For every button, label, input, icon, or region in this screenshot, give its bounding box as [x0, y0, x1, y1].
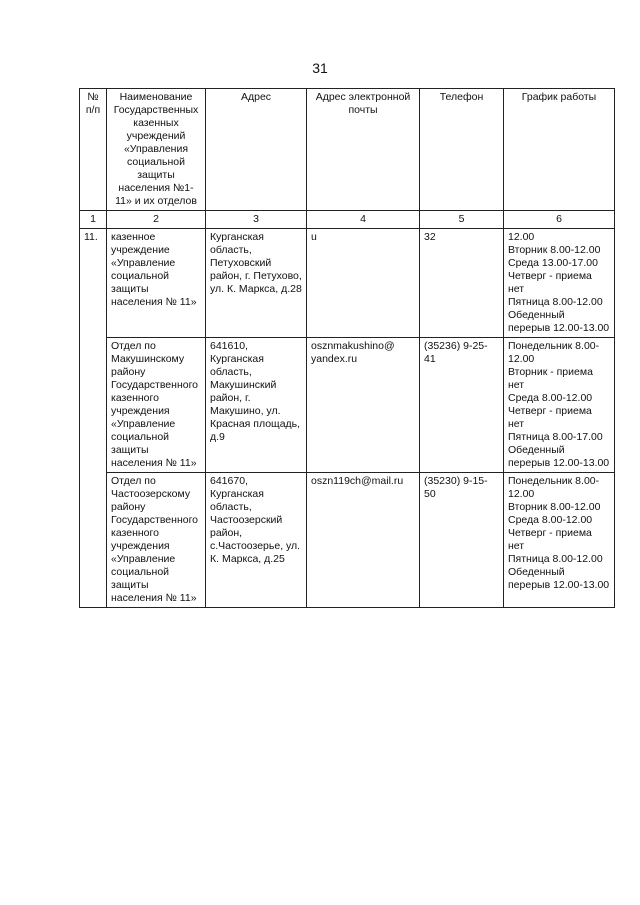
schedule-line: Понедельник 8.00-: [508, 340, 600, 352]
institution-phone: (35230) 9-15-50: [420, 473, 504, 608]
schedule-line: Вторник 8.00-12.00: [508, 501, 601, 513]
schedule-line: 12.00: [508, 488, 535, 500]
table-row: [80, 338, 615, 473]
column-number: 5: [420, 211, 504, 229]
institution-email: osznmakushino@ yandex.ru: [307, 338, 420, 473]
institution-name: казенное учреждение «Управление социальной защиты населения № 11»: [107, 229, 206, 338]
institution-phone: 32: [420, 229, 504, 338]
schedule-line: нет: [508, 379, 525, 391]
schedule-line: 12.00: [508, 231, 535, 243]
schedule-line: Вторник 8.00-12.00: [508, 244, 601, 256]
table-header-row: [80, 89, 615, 211]
column-number: 4: [307, 211, 420, 229]
header-phone: Телефон: [420, 89, 504, 211]
institutions-table: [79, 88, 615, 608]
institution-email: oszn119ch@mail.ru: [307, 473, 420, 608]
header-number: № п/п: [80, 89, 107, 211]
work-schedule: [504, 229, 615, 338]
schedule-line: Обеденный: [508, 444, 565, 456]
schedule-line: Четверг - приема: [508, 270, 592, 282]
column-number: 1: [80, 211, 107, 229]
institution-address: 641670, Курганская область, Частоозерский район, с.Частоозерье, ул. К. Маркса, д.25: [206, 473, 307, 608]
page-number: 31: [312, 60, 328, 76]
schedule-line: Среда 13.00-17.00: [508, 257, 598, 269]
schedule-line: нет: [508, 418, 525, 430]
schedule-line: Обеденный: [508, 309, 565, 321]
schedule-line: Среда 8.00-12.00: [508, 514, 593, 526]
schedule-line: Четверг - приема: [508, 405, 592, 417]
schedule-line: 12.00: [508, 353, 535, 365]
schedule-line: Четверг - приема: [508, 527, 592, 539]
schedule-line: Понедельник 8.00-: [508, 475, 600, 487]
table-row: [80, 473, 615, 608]
table-row: [80, 229, 615, 338]
schedule-line: нет: [508, 283, 525, 295]
institution-phone: (35236) 9-25-41: [420, 338, 504, 473]
column-numbers-row: [80, 211, 615, 229]
schedule-line: Пятница 8.00-12.00: [508, 553, 603, 565]
institution-name: Отдел по Макушинскому району Государственного казенного учреждения «Управление социальной защиты населения № 11»: [107, 338, 206, 473]
schedule-line: Пятница 8.00-12.00: [508, 296, 603, 308]
schedule-line: нет: [508, 540, 525, 552]
institution-name: Отдел по Частоозерскому району Государственного казенного учреждения «Управление социальной защиты населения № 11»: [107, 473, 206, 608]
schedule-line: Вторник - приема: [508, 366, 593, 378]
column-number: 2: [107, 211, 206, 229]
schedule-line: перерыв 12.00-13.00: [508, 457, 610, 469]
header-schedule: График работы: [504, 89, 615, 211]
institution-address: Курганская область, Петуховский район, г. Петухово, ул. К. Маркса, д.28: [206, 229, 307, 338]
schedule-line: Пятница 8.00-17.00: [508, 431, 603, 443]
schedule-line: перерыв 12.00-13.00: [508, 579, 610, 591]
schedule-line: Обеденный: [508, 566, 565, 578]
header-email: Адрес электронной почты: [307, 89, 420, 211]
row-number: 11.: [80, 229, 107, 608]
institution-address: 641610, Курганская область, Макушинский район, г. Макушино, ул. Красная площадь, д.9: [206, 338, 307, 473]
schedule-line: Среда 8.00-12.00: [508, 392, 593, 404]
column-number: 3: [206, 211, 307, 229]
institution-email: u: [307, 229, 420, 338]
work-schedule: [504, 338, 615, 473]
header-name: Наименование Государственных казенных учреждений «Управления социальной защиты населения №1-11» и их отделов: [107, 89, 206, 211]
work-schedule: [504, 473, 615, 608]
schedule-line: перерыв 12.00-13.00: [508, 322, 610, 334]
column-number: 6: [504, 211, 615, 229]
header-address: Адрес: [206, 89, 307, 211]
